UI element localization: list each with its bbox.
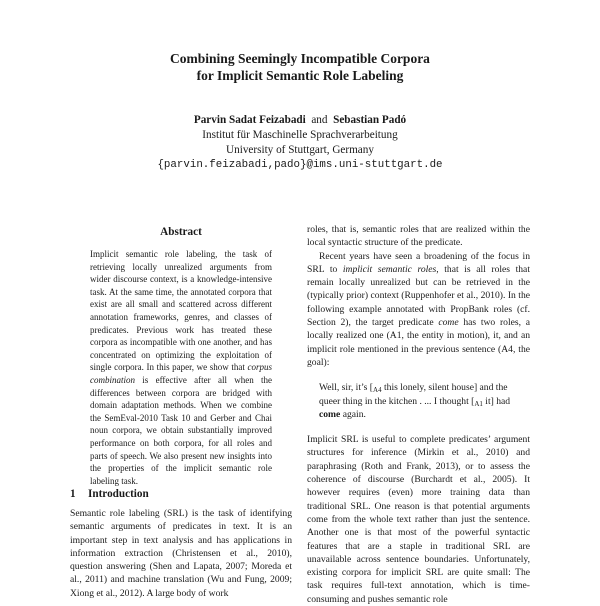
title-line-2: for Implicit Semantic Role Labeling bbox=[196, 68, 404, 83]
author-1: Parvin Sadat Feizabadi bbox=[193, 114, 306, 126]
p2-text-c: has two roles, a locally realized one (A1, the entity in motion), it, and an implicit role mentioned in the previous sentence (A4, the goal): bbox=[307, 317, 530, 368]
example-text-3: it] had bbox=[482, 395, 511, 407]
author-2: Sebastian Padó bbox=[333, 114, 407, 126]
p2-emphasis-2: come bbox=[438, 317, 459, 329]
abstract-text-2: is effective after all when the differences between corpora are bridged with domain adaptation methods. When we combine the SemEval-2010 Task 10 and Gerber and Chai noun corpora, we obtain substantially improved performance on both corpora, for all roles and parts of speech. We also present new insights into the properties of the implicit semantic role labeling task. bbox=[90, 374, 272, 486]
example-predicate: come bbox=[319, 408, 341, 420]
author-conjunction: and bbox=[311, 114, 328, 126]
p2-text-b: , that is all roles that remain locally unrealized but can be retrieved in the (typically prior) context (Ruppenhofer et al., 2010). In the following example annotated with PropBank roles (cf. Section 2), the target predicate bbox=[307, 263, 530, 329]
example-text-4: again. bbox=[340, 408, 366, 420]
right-paragraph-3: Implicit SRL is useful to complete predicates’ argument structures for inference (Mirkin et al., 2010) and paraphrasing (Roth and Frank, 2013), or to assess the coherence of discourse (Burchardt et al., 2005). It however requires (even) more training data than traditional SRL. One reason is that potential arguments come from the whole text rather than just the sentence. Another one is that most of the powerful syntactic features that are a staple in traditional SRL are unavailable across sentence boundaries. Unfortunately, existing corpora for implicit SRL are quite small: The task requires full-text annotation, which is time-consuming and pushes semantic role bbox=[307, 434, 530, 605]
example-role-a4: A4 bbox=[373, 386, 382, 395]
abstract-emphasis: corpus combination bbox=[90, 362, 273, 385]
title-line-1: Combining Seemingly Incompatible Corpora bbox=[170, 51, 430, 66]
example-text-2: this lonely, silent house] and the queer thing in the kitchen . ... I thought [ bbox=[319, 382, 508, 407]
right-column bbox=[307, 223, 530, 606]
abstract-text-1: Implicit semantic role labeling, the task of retrieving locally unrealized arguments from wider discourse context, is a knowledge-intensive task. At the same time, the annotated corpora that exist are all small and scattered across different annotation frameworks, genres, and classes of predicates. Previous work has treated these corpora as incompatible with one another, and has concentrated on optimizing the exploitation of single corpora. In this paper, we show that bbox=[90, 249, 272, 373]
paper-title bbox=[0, 50, 600, 84]
abstract-body bbox=[90, 248, 272, 487]
intro-paragraph bbox=[70, 507, 292, 600]
section-heading-introduction bbox=[70, 488, 149, 500]
abstract-heading: Abstract bbox=[160, 226, 202, 238]
affiliation-institute: Institut für Maschinelle Sprachverarbeitung bbox=[202, 129, 398, 141]
p2-emphasis: implicit semantic roles bbox=[342, 263, 437, 275]
right-paragraph-1: roles, that is, semantic roles that are realized within the local syntactic structure of the predicate. bbox=[307, 224, 530, 249]
section-number: 1 bbox=[70, 488, 76, 500]
author-email: {parvin.feizabadi,pado}@ims.uni-stuttgart.de bbox=[157, 159, 443, 171]
section-title: Introduction bbox=[88, 488, 149, 500]
affiliation-university: University of Stuttgart, Germany bbox=[226, 144, 374, 156]
example-sentence bbox=[307, 381, 530, 421]
p2-text-a: Recent years have seen a broadening of the focus in SRL to bbox=[307, 250, 530, 275]
example-text-1: Well, sir, it’s [ bbox=[319, 382, 374, 394]
author-names bbox=[0, 113, 600, 128]
right-paragraph-2 bbox=[307, 250, 530, 370]
example-role-a1: A1 bbox=[474, 399, 483, 408]
author-block bbox=[0, 113, 600, 173]
intro-text: Semantic role labeling (SRL) is the task of identifying semantic arguments of predicates in text. It is an important step in text analysis and has applications in information extraction (Christensen et al., 2010), question answering (Shen and Lapata, 2007; Moreda et al., 2011) and machine translation (Wu and Fung, 2009; Xiong et al., 2012). A large body of work bbox=[70, 508, 292, 599]
